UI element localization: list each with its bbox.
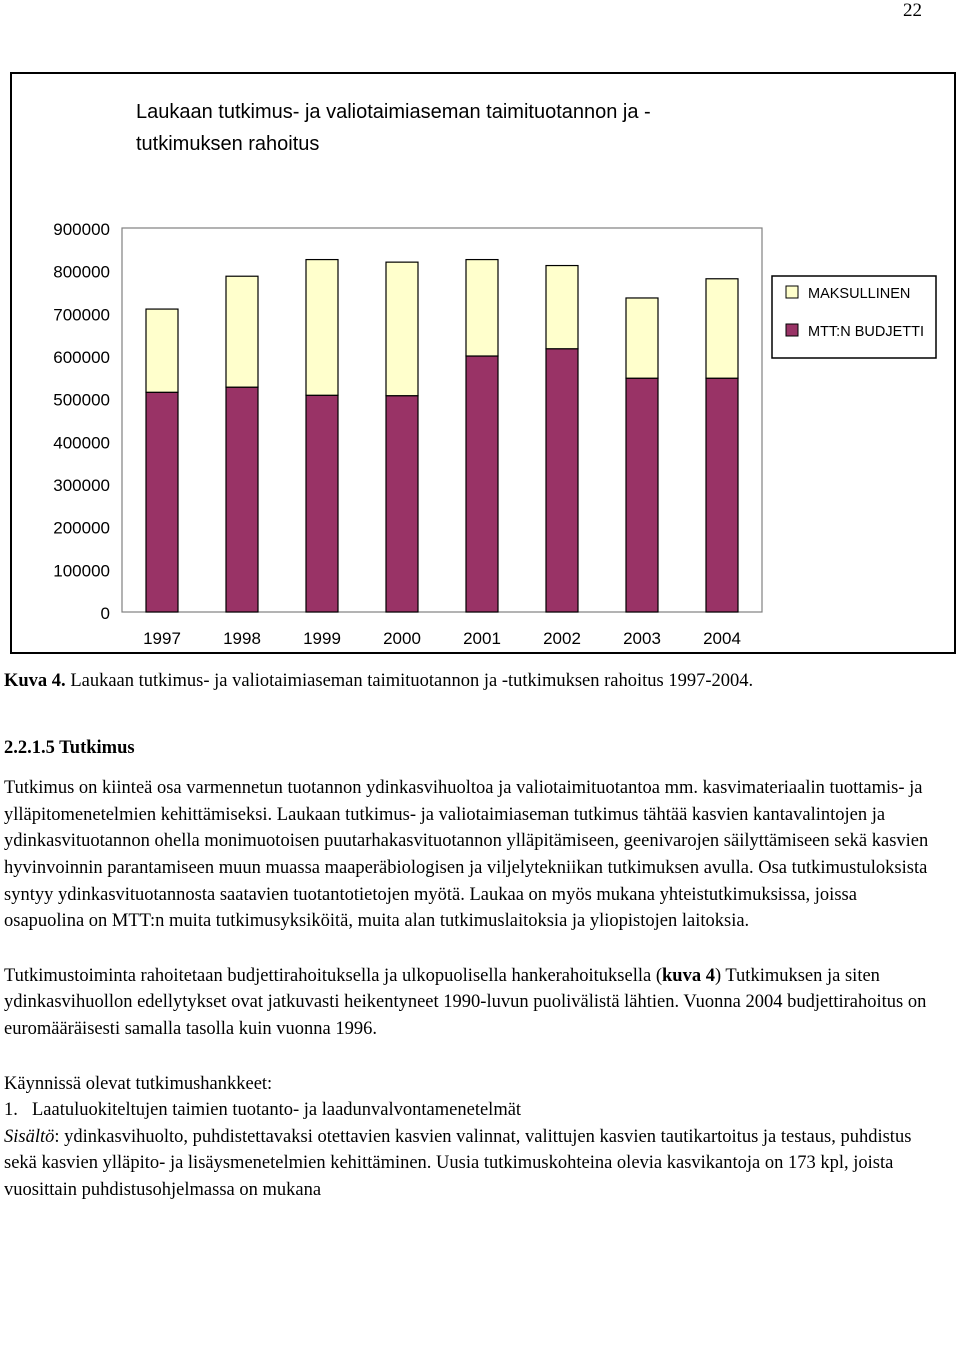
legend-label: MTT:N BUDJETTI bbox=[808, 324, 924, 340]
chart-title: Laukaan tutkimus- ja valiotaimiaseman taimituotannon ja -tutkimuksen rahoitus bbox=[136, 101, 651, 155]
bar-paid-1998 bbox=[226, 276, 258, 387]
figure-reference: kuva 4 bbox=[662, 965, 715, 986]
x-tick-label: 2002 bbox=[543, 629, 581, 648]
bar-budget-2000 bbox=[386, 396, 418, 612]
bar-budget-2001 bbox=[466, 356, 498, 612]
document-body bbox=[4, 668, 934, 1204]
bar-paid-2000 bbox=[386, 262, 418, 396]
bar-budget-1997 bbox=[146, 392, 178, 612]
chart-frame bbox=[10, 72, 956, 654]
bar-paid-2002 bbox=[546, 266, 578, 349]
y-tick-label: 200000 bbox=[53, 518, 110, 538]
bar-paid-1997 bbox=[146, 309, 178, 392]
paragraph-funding bbox=[4, 963, 934, 1043]
project-number: 1. bbox=[4, 1100, 18, 1121]
caption-label: Kuva 4. bbox=[4, 671, 66, 691]
project-item bbox=[4, 1097, 934, 1124]
y-tick-label: 100000 bbox=[53, 561, 110, 581]
projects-heading: Käynnissä olevat tutkimushankkeet: bbox=[4, 1073, 273, 1094]
y-tick-label: 700000 bbox=[53, 305, 110, 325]
x-tick-label: 1997 bbox=[143, 629, 181, 648]
bar-chart bbox=[12, 74, 954, 652]
y-tick-label: 800000 bbox=[53, 262, 110, 282]
funding-text-end: ) Tutkimuksen ja siten ydinkasvihuollon edellytykset ovat jatkuvasti heikentyneet 1990-luvun puolivälistä lähtien. Vuonna 2004 budjettirahoitus on euromääräisesti samalla tasolla kuin vuonna 1996. bbox=[4, 965, 927, 1039]
bar-budget-2003 bbox=[626, 378, 658, 612]
y-tick-label: 300000 bbox=[53, 476, 110, 495]
bar-budget-2004 bbox=[706, 378, 738, 612]
bar-paid-2001 bbox=[466, 260, 498, 356]
y-tick-label: 900000 bbox=[53, 220, 110, 239]
plot-border bbox=[122, 228, 762, 612]
bar-paid-2003 bbox=[626, 298, 658, 378]
project-title: Laatuluokiteltujen taimien tuotanto- ja laadunvalvontamenetelmät bbox=[32, 1100, 522, 1121]
x-tick-label: 1998 bbox=[223, 629, 261, 648]
funding-text-start: Tutkimustoiminta rahoitetaan budjettirahoituksella ja ulkopuolisella hankerahoituksella ( bbox=[4, 965, 662, 986]
legend-swatch bbox=[786, 286, 798, 298]
bar-budget-2002 bbox=[546, 349, 578, 612]
x-tick-label: 2001 bbox=[463, 629, 501, 648]
bar-budget-1999 bbox=[306, 395, 338, 612]
chart-legend bbox=[772, 276, 936, 358]
y-tick-label: 0 bbox=[100, 604, 110, 623]
figure-caption bbox=[4, 668, 934, 695]
content-label: Sisältö bbox=[4, 1126, 55, 1147]
content-text: : ydinkasvihuolto, puhdistettavaksi otettavien kasvien valinnat, valittujen kasvien tautikartoitus ja testaus, puhdistus sekä kasvien ylläpito- ja lisäysmenetelmien kehittäminen. Uusia tutkimuskohteina olevia kasvikantoja on 173 kpl, joista vuosittain puhdistusohjelmassa on mukana bbox=[4, 1126, 912, 1200]
y-tick-label: 400000 bbox=[53, 433, 110, 453]
bar-budget-1998 bbox=[226, 387, 258, 612]
plot-area bbox=[122, 228, 762, 612]
x-tick-label: 2003 bbox=[623, 629, 661, 648]
legend-label: MAKSULLINEN bbox=[808, 286, 911, 302]
x-tick-label: 2000 bbox=[383, 629, 421, 648]
project-content bbox=[4, 1124, 934, 1204]
x-axis-labels bbox=[143, 629, 741, 648]
bar-paid-2004 bbox=[706, 279, 738, 378]
bar-paid-1999 bbox=[306, 260, 338, 396]
y-tick-label: 600000 bbox=[53, 348, 110, 367]
paragraph-research: Tutkimus on kiinteä osa varmennetun tuotannon ydinkasvihuoltoa ja valiotaimituotantoa mm. kasvimateriaalin tuottamis- ja ylläpitomenetelmien kehittämiseksi. Laukaan tutkimus- ja valiotaimiaseman tutkimus tähtää kasvien kantavalintojen ja ydinkasvituotannon ohella monimuotoisen puutarhakasvituotannon ylläpitämiseen, geenivarojen säilyttämiseen sekä kasvien hyvinvoinnin parantamiseen muun muassa maaperäbiologisen ja viljelytekniikan tutkimuksen avulla. Osa tutkimustuloksista syntyy ydinkasvituotannosta saatavien tuotantotietojen myötä. Laukaa on myös mukana yhteistutkimuksissa, joissa osapuolina on MTT:n muita tutkimusyksiköitä, muita alan tutkimuslaitoksia ja yliopistojen laitoksia. bbox=[4, 778, 929, 932]
section-title: Tutkimus bbox=[54, 737, 135, 758]
y-axis-labels bbox=[53, 220, 110, 623]
x-tick-label: 1999 bbox=[303, 629, 341, 648]
section-heading bbox=[4, 735, 934, 762]
caption-text: Laukaan tutkimus- ja valiotaimiaseman taimituotannon ja -tutkimuksen rahoitus 1997-2004. bbox=[65, 671, 754, 691]
y-tick-label: 500000 bbox=[53, 390, 110, 410]
section-number: 2.2.1.5 bbox=[4, 737, 55, 758]
legend-swatch bbox=[786, 324, 798, 336]
page-number: 22 bbox=[903, 0, 922, 21]
x-tick-label: 2004 bbox=[703, 629, 741, 648]
